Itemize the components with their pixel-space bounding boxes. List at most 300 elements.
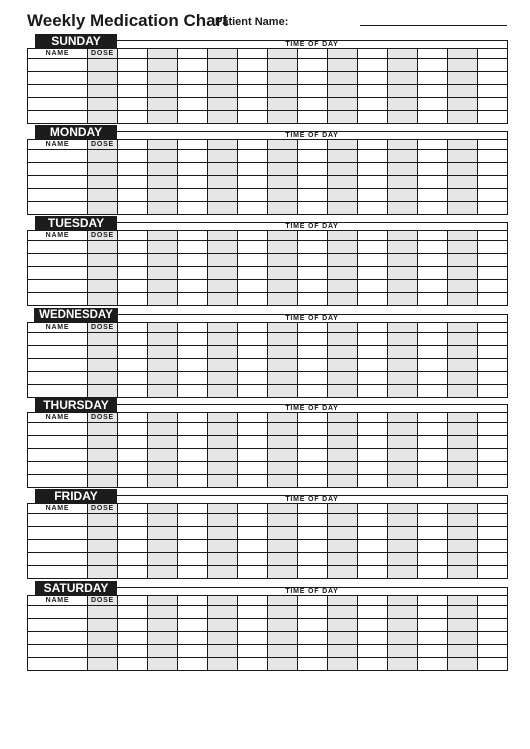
dose-cell[interactable]	[88, 436, 118, 449]
medication-name-cell[interactable]	[28, 254, 88, 267]
time-slot-cell[interactable]	[328, 606, 358, 619]
time-slot-cell[interactable]	[388, 59, 418, 72]
medication-name-cell[interactable]	[28, 267, 88, 280]
time-slot-cell[interactable]	[148, 385, 178, 398]
time-slot-cell[interactable]	[418, 553, 448, 566]
time-slot-cell[interactable]	[418, 241, 448, 254]
time-slot-cell[interactable]	[388, 189, 418, 202]
time-slot-cell[interactable]	[268, 540, 298, 553]
time-slot-cell[interactable]	[208, 176, 238, 189]
time-slot-cell[interactable]	[178, 346, 208, 359]
time-slot-cell[interactable]	[148, 632, 178, 645]
time-slot-cell[interactable]	[478, 150, 508, 163]
time-slot-cell[interactable]	[208, 293, 238, 306]
time-slot-cell[interactable]	[388, 202, 418, 215]
time-slot-cell[interactable]	[238, 163, 268, 176]
time-slot-cell[interactable]	[358, 462, 388, 475]
time-slot-cell[interactable]	[238, 619, 268, 632]
time-slot-cell[interactable]	[178, 202, 208, 215]
time-slot-cell[interactable]	[118, 619, 148, 632]
time-slot-cell[interactable]	[238, 254, 268, 267]
time-slot-cell[interactable]	[388, 645, 418, 658]
time-slot-cell[interactable]	[208, 163, 238, 176]
time-slot-cell[interactable]	[208, 72, 238, 85]
medication-name-cell[interactable]	[28, 346, 88, 359]
medication-name-cell[interactable]	[28, 72, 88, 85]
time-slot-cell[interactable]	[328, 449, 358, 462]
time-slot-cell[interactable]	[358, 202, 388, 215]
time-slot-cell[interactable]	[448, 267, 478, 280]
time-slot-cell[interactable]	[448, 85, 478, 98]
time-slot-cell[interactable]	[478, 189, 508, 202]
time-slot-cell[interactable]	[298, 619, 328, 632]
time-slot-cell[interactable]	[178, 241, 208, 254]
time-slot-cell[interactable]	[208, 85, 238, 98]
time-slot-cell[interactable]	[238, 423, 268, 436]
time-slot-cell[interactable]	[178, 385, 208, 398]
dose-cell[interactable]	[88, 293, 118, 306]
medication-name-cell[interactable]	[28, 280, 88, 293]
time-slot-cell[interactable]	[268, 619, 298, 632]
time-slot-cell[interactable]	[448, 359, 478, 372]
time-slot-cell[interactable]	[118, 436, 148, 449]
time-slot-cell[interactable]	[178, 423, 208, 436]
time-slot-cell[interactable]	[238, 59, 268, 72]
time-slot-cell[interactable]	[448, 72, 478, 85]
time-slot-cell[interactable]	[178, 372, 208, 385]
time-slot-cell[interactable]	[388, 241, 418, 254]
time-slot-cell[interactable]	[268, 111, 298, 124]
time-slot-cell[interactable]	[388, 72, 418, 85]
time-slot-cell[interactable]	[298, 423, 328, 436]
time-slot-cell[interactable]	[118, 566, 148, 579]
time-slot-cell[interactable]	[298, 59, 328, 72]
time-slot-cell[interactable]	[358, 619, 388, 632]
time-slot-cell[interactable]	[328, 98, 358, 111]
dose-cell[interactable]	[88, 176, 118, 189]
time-slot-cell[interactable]	[208, 462, 238, 475]
time-slot-cell[interactable]	[418, 176, 448, 189]
time-slot-cell[interactable]	[448, 385, 478, 398]
time-slot-cell[interactable]	[298, 527, 328, 540]
time-slot-cell[interactable]	[298, 333, 328, 346]
time-slot-cell[interactable]	[418, 280, 448, 293]
time-slot-cell[interactable]	[448, 59, 478, 72]
time-slot-cell[interactable]	[478, 267, 508, 280]
time-slot-cell[interactable]	[178, 98, 208, 111]
time-slot-cell[interactable]	[208, 527, 238, 540]
time-slot-cell[interactable]	[478, 254, 508, 267]
medication-name-cell[interactable]	[28, 566, 88, 579]
time-slot-cell[interactable]	[478, 72, 508, 85]
dose-cell[interactable]	[88, 111, 118, 124]
time-slot-cell[interactable]	[148, 423, 178, 436]
time-slot-cell[interactable]	[298, 514, 328, 527]
time-slot-cell[interactable]	[208, 241, 238, 254]
time-slot-cell[interactable]	[418, 619, 448, 632]
time-slot-cell[interactable]	[478, 280, 508, 293]
time-slot-cell[interactable]	[448, 346, 478, 359]
time-slot-cell[interactable]	[478, 176, 508, 189]
time-slot-cell[interactable]	[358, 632, 388, 645]
medication-name-cell[interactable]	[28, 293, 88, 306]
time-slot-cell[interactable]	[478, 163, 508, 176]
time-slot-cell[interactable]	[178, 658, 208, 671]
time-slot-cell[interactable]	[238, 150, 268, 163]
time-slot-cell[interactable]	[298, 241, 328, 254]
dose-cell[interactable]	[88, 267, 118, 280]
time-slot-cell[interactable]	[478, 658, 508, 671]
medication-name-cell[interactable]	[28, 540, 88, 553]
time-slot-cell[interactable]	[238, 202, 268, 215]
time-slot-cell[interactable]	[358, 645, 388, 658]
dose-cell[interactable]	[88, 346, 118, 359]
medication-name-cell[interactable]	[28, 163, 88, 176]
time-slot-cell[interactable]	[208, 566, 238, 579]
time-slot-cell[interactable]	[118, 423, 148, 436]
time-slot-cell[interactable]	[238, 359, 268, 372]
time-slot-cell[interactable]	[388, 514, 418, 527]
time-slot-cell[interactable]	[388, 254, 418, 267]
time-slot-cell[interactable]	[268, 632, 298, 645]
medication-name-cell[interactable]	[28, 176, 88, 189]
time-slot-cell[interactable]	[418, 514, 448, 527]
time-slot-cell[interactable]	[388, 606, 418, 619]
dose-cell[interactable]	[88, 658, 118, 671]
time-slot-cell[interactable]	[418, 436, 448, 449]
time-slot-cell[interactable]	[148, 267, 178, 280]
time-slot-cell[interactable]	[118, 346, 148, 359]
time-slot-cell[interactable]	[208, 189, 238, 202]
medication-name-cell[interactable]	[28, 619, 88, 632]
time-slot-cell[interactable]	[388, 423, 418, 436]
time-slot-cell[interactable]	[448, 514, 478, 527]
time-slot-cell[interactable]	[418, 359, 448, 372]
time-slot-cell[interactable]	[358, 333, 388, 346]
time-slot-cell[interactable]	[118, 527, 148, 540]
time-slot-cell[interactable]	[328, 241, 358, 254]
time-slot-cell[interactable]	[388, 150, 418, 163]
time-slot-cell[interactable]	[178, 150, 208, 163]
dose-cell[interactable]	[88, 59, 118, 72]
time-slot-cell[interactable]	[478, 333, 508, 346]
dose-cell[interactable]	[88, 645, 118, 658]
time-slot-cell[interactable]	[388, 346, 418, 359]
time-slot-cell[interactable]	[148, 346, 178, 359]
time-slot-cell[interactable]	[268, 359, 298, 372]
time-slot-cell[interactable]	[328, 436, 358, 449]
time-slot-cell[interactable]	[118, 267, 148, 280]
time-slot-cell[interactable]	[388, 280, 418, 293]
time-slot-cell[interactable]	[358, 606, 388, 619]
time-slot-cell[interactable]	[298, 462, 328, 475]
time-slot-cell[interactable]	[388, 540, 418, 553]
time-slot-cell[interactable]	[118, 280, 148, 293]
medication-name-cell[interactable]	[28, 423, 88, 436]
time-slot-cell[interactable]	[238, 98, 268, 111]
time-slot-cell[interactable]	[208, 280, 238, 293]
time-slot-cell[interactable]	[328, 475, 358, 488]
time-slot-cell[interactable]	[178, 436, 208, 449]
time-slot-cell[interactable]	[118, 176, 148, 189]
time-slot-cell[interactable]	[298, 280, 328, 293]
medication-name-cell[interactable]	[28, 372, 88, 385]
time-slot-cell[interactable]	[208, 540, 238, 553]
time-slot-cell[interactable]	[358, 436, 388, 449]
time-slot-cell[interactable]	[178, 462, 208, 475]
time-slot-cell[interactable]	[448, 189, 478, 202]
time-slot-cell[interactable]	[418, 333, 448, 346]
time-slot-cell[interactable]	[328, 385, 358, 398]
time-slot-cell[interactable]	[148, 163, 178, 176]
time-slot-cell[interactable]	[148, 475, 178, 488]
dose-cell[interactable]	[88, 619, 118, 632]
time-slot-cell[interactable]	[418, 202, 448, 215]
time-slot-cell[interactable]	[388, 658, 418, 671]
time-slot-cell[interactable]	[238, 385, 268, 398]
time-slot-cell[interactable]	[268, 176, 298, 189]
time-slot-cell[interactable]	[478, 645, 508, 658]
time-slot-cell[interactable]	[118, 658, 148, 671]
time-slot-cell[interactable]	[238, 267, 268, 280]
time-slot-cell[interactable]	[148, 59, 178, 72]
time-slot-cell[interactable]	[448, 436, 478, 449]
time-slot-cell[interactable]	[208, 606, 238, 619]
time-slot-cell[interactable]	[268, 163, 298, 176]
medication-name-cell[interactable]	[28, 333, 88, 346]
time-slot-cell[interactable]	[148, 658, 178, 671]
time-slot-cell[interactable]	[418, 449, 448, 462]
dose-cell[interactable]	[88, 254, 118, 267]
time-slot-cell[interactable]	[268, 189, 298, 202]
time-slot-cell[interactable]	[358, 72, 388, 85]
time-slot-cell[interactable]	[328, 267, 358, 280]
time-slot-cell[interactable]	[178, 280, 208, 293]
time-slot-cell[interactable]	[418, 293, 448, 306]
time-slot-cell[interactable]	[268, 293, 298, 306]
time-slot-cell[interactable]	[478, 619, 508, 632]
time-slot-cell[interactable]	[148, 619, 178, 632]
medication-name-cell[interactable]	[28, 632, 88, 645]
time-slot-cell[interactable]	[118, 372, 148, 385]
time-slot-cell[interactable]	[148, 280, 178, 293]
time-slot-cell[interactable]	[178, 267, 208, 280]
time-slot-cell[interactable]	[118, 514, 148, 527]
time-slot-cell[interactable]	[268, 346, 298, 359]
time-slot-cell[interactable]	[238, 475, 268, 488]
dose-cell[interactable]	[88, 527, 118, 540]
time-slot-cell[interactable]	[148, 514, 178, 527]
time-slot-cell[interactable]	[478, 98, 508, 111]
time-slot-cell[interactable]	[418, 462, 448, 475]
time-slot-cell[interactable]	[418, 150, 448, 163]
time-slot-cell[interactable]	[358, 527, 388, 540]
time-slot-cell[interactable]	[358, 540, 388, 553]
time-slot-cell[interactable]	[448, 619, 478, 632]
time-slot-cell[interactable]	[478, 241, 508, 254]
medication-name-cell[interactable]	[28, 645, 88, 658]
time-slot-cell[interactable]	[148, 72, 178, 85]
dose-cell[interactable]	[88, 333, 118, 346]
time-slot-cell[interactable]	[208, 346, 238, 359]
time-slot-cell[interactable]	[448, 333, 478, 346]
time-slot-cell[interactable]	[178, 333, 208, 346]
time-slot-cell[interactable]	[328, 150, 358, 163]
time-slot-cell[interactable]	[178, 514, 208, 527]
time-slot-cell[interactable]	[358, 658, 388, 671]
time-slot-cell[interactable]	[118, 254, 148, 267]
dose-cell[interactable]	[88, 150, 118, 163]
time-slot-cell[interactable]	[358, 59, 388, 72]
time-slot-cell[interactable]	[478, 111, 508, 124]
dose-cell[interactable]	[88, 553, 118, 566]
time-slot-cell[interactable]	[148, 449, 178, 462]
time-slot-cell[interactable]	[208, 202, 238, 215]
time-slot-cell[interactable]	[448, 280, 478, 293]
time-slot-cell[interactable]	[298, 176, 328, 189]
dose-cell[interactable]	[88, 566, 118, 579]
time-slot-cell[interactable]	[448, 566, 478, 579]
time-slot-cell[interactable]	[448, 645, 478, 658]
time-slot-cell[interactable]	[388, 475, 418, 488]
time-slot-cell[interactable]	[298, 436, 328, 449]
time-slot-cell[interactable]	[328, 372, 358, 385]
time-slot-cell[interactable]	[178, 475, 208, 488]
time-slot-cell[interactable]	[208, 385, 238, 398]
time-slot-cell[interactable]	[118, 293, 148, 306]
time-slot-cell[interactable]	[358, 553, 388, 566]
time-slot-cell[interactable]	[448, 540, 478, 553]
time-slot-cell[interactable]	[268, 59, 298, 72]
time-slot-cell[interactable]	[298, 163, 328, 176]
dose-cell[interactable]	[88, 449, 118, 462]
time-slot-cell[interactable]	[358, 176, 388, 189]
time-slot-cell[interactable]	[448, 553, 478, 566]
dose-cell[interactable]	[88, 241, 118, 254]
time-slot-cell[interactable]	[478, 436, 508, 449]
time-slot-cell[interactable]	[238, 449, 268, 462]
time-slot-cell[interactable]	[448, 372, 478, 385]
time-slot-cell[interactable]	[358, 385, 388, 398]
time-slot-cell[interactable]	[358, 514, 388, 527]
time-slot-cell[interactable]	[478, 423, 508, 436]
time-slot-cell[interactable]	[358, 359, 388, 372]
dose-cell[interactable]	[88, 189, 118, 202]
time-slot-cell[interactable]	[208, 150, 238, 163]
time-slot-cell[interactable]	[388, 267, 418, 280]
time-slot-cell[interactable]	[238, 553, 268, 566]
time-slot-cell[interactable]	[358, 189, 388, 202]
dose-cell[interactable]	[88, 423, 118, 436]
dose-cell[interactable]	[88, 163, 118, 176]
time-slot-cell[interactable]	[448, 658, 478, 671]
medication-name-cell[interactable]	[28, 98, 88, 111]
time-slot-cell[interactable]	[328, 462, 358, 475]
time-slot-cell[interactable]	[238, 514, 268, 527]
time-slot-cell[interactable]	[268, 333, 298, 346]
time-slot-cell[interactable]	[118, 333, 148, 346]
medication-name-cell[interactable]	[28, 462, 88, 475]
time-slot-cell[interactable]	[298, 540, 328, 553]
time-slot-cell[interactable]	[418, 540, 448, 553]
time-slot-cell[interactable]	[418, 475, 448, 488]
time-slot-cell[interactable]	[118, 359, 148, 372]
time-slot-cell[interactable]	[448, 176, 478, 189]
time-slot-cell[interactable]	[328, 645, 358, 658]
time-slot-cell[interactable]	[418, 645, 448, 658]
time-slot-cell[interactable]	[298, 85, 328, 98]
time-slot-cell[interactable]	[358, 346, 388, 359]
time-slot-cell[interactable]	[328, 359, 358, 372]
time-slot-cell[interactable]	[148, 254, 178, 267]
time-slot-cell[interactable]	[328, 72, 358, 85]
time-slot-cell[interactable]	[388, 85, 418, 98]
time-slot-cell[interactable]	[388, 163, 418, 176]
time-slot-cell[interactable]	[418, 267, 448, 280]
time-slot-cell[interactable]	[238, 372, 268, 385]
time-slot-cell[interactable]	[208, 59, 238, 72]
time-slot-cell[interactable]	[328, 566, 358, 579]
time-slot-cell[interactable]	[118, 98, 148, 111]
time-slot-cell[interactable]	[298, 475, 328, 488]
time-slot-cell[interactable]	[178, 540, 208, 553]
time-slot-cell[interactable]	[148, 111, 178, 124]
medication-name-cell[interactable]	[28, 111, 88, 124]
time-slot-cell[interactable]	[328, 346, 358, 359]
time-slot-cell[interactable]	[238, 658, 268, 671]
time-slot-cell[interactable]	[268, 645, 298, 658]
time-slot-cell[interactable]	[268, 72, 298, 85]
time-slot-cell[interactable]	[388, 359, 418, 372]
time-slot-cell[interactable]	[478, 385, 508, 398]
time-slot-cell[interactable]	[298, 189, 328, 202]
time-slot-cell[interactable]	[268, 514, 298, 527]
time-slot-cell[interactable]	[478, 462, 508, 475]
time-slot-cell[interactable]	[298, 72, 328, 85]
time-slot-cell[interactable]	[358, 280, 388, 293]
time-slot-cell[interactable]	[358, 293, 388, 306]
time-slot-cell[interactable]	[418, 59, 448, 72]
time-slot-cell[interactable]	[478, 59, 508, 72]
time-slot-cell[interactable]	[388, 553, 418, 566]
time-slot-cell[interactable]	[178, 645, 208, 658]
time-slot-cell[interactable]	[418, 527, 448, 540]
time-slot-cell[interactable]	[448, 163, 478, 176]
time-slot-cell[interactable]	[178, 359, 208, 372]
time-slot-cell[interactable]	[478, 514, 508, 527]
time-slot-cell[interactable]	[268, 449, 298, 462]
time-slot-cell[interactable]	[238, 462, 268, 475]
time-slot-cell[interactable]	[418, 658, 448, 671]
medication-name-cell[interactable]	[28, 189, 88, 202]
medication-name-cell[interactable]	[28, 150, 88, 163]
time-slot-cell[interactable]	[178, 449, 208, 462]
time-slot-cell[interactable]	[298, 359, 328, 372]
time-slot-cell[interactable]	[148, 566, 178, 579]
time-slot-cell[interactable]	[148, 645, 178, 658]
medication-name-cell[interactable]	[28, 59, 88, 72]
time-slot-cell[interactable]	[208, 553, 238, 566]
time-slot-cell[interactable]	[148, 372, 178, 385]
time-slot-cell[interactable]	[328, 553, 358, 566]
time-slot-cell[interactable]	[478, 606, 508, 619]
time-slot-cell[interactable]	[298, 293, 328, 306]
time-slot-cell[interactable]	[388, 111, 418, 124]
time-slot-cell[interactable]	[328, 527, 358, 540]
medication-name-cell[interactable]	[28, 475, 88, 488]
time-slot-cell[interactable]	[268, 527, 298, 540]
medication-name-cell[interactable]	[28, 436, 88, 449]
